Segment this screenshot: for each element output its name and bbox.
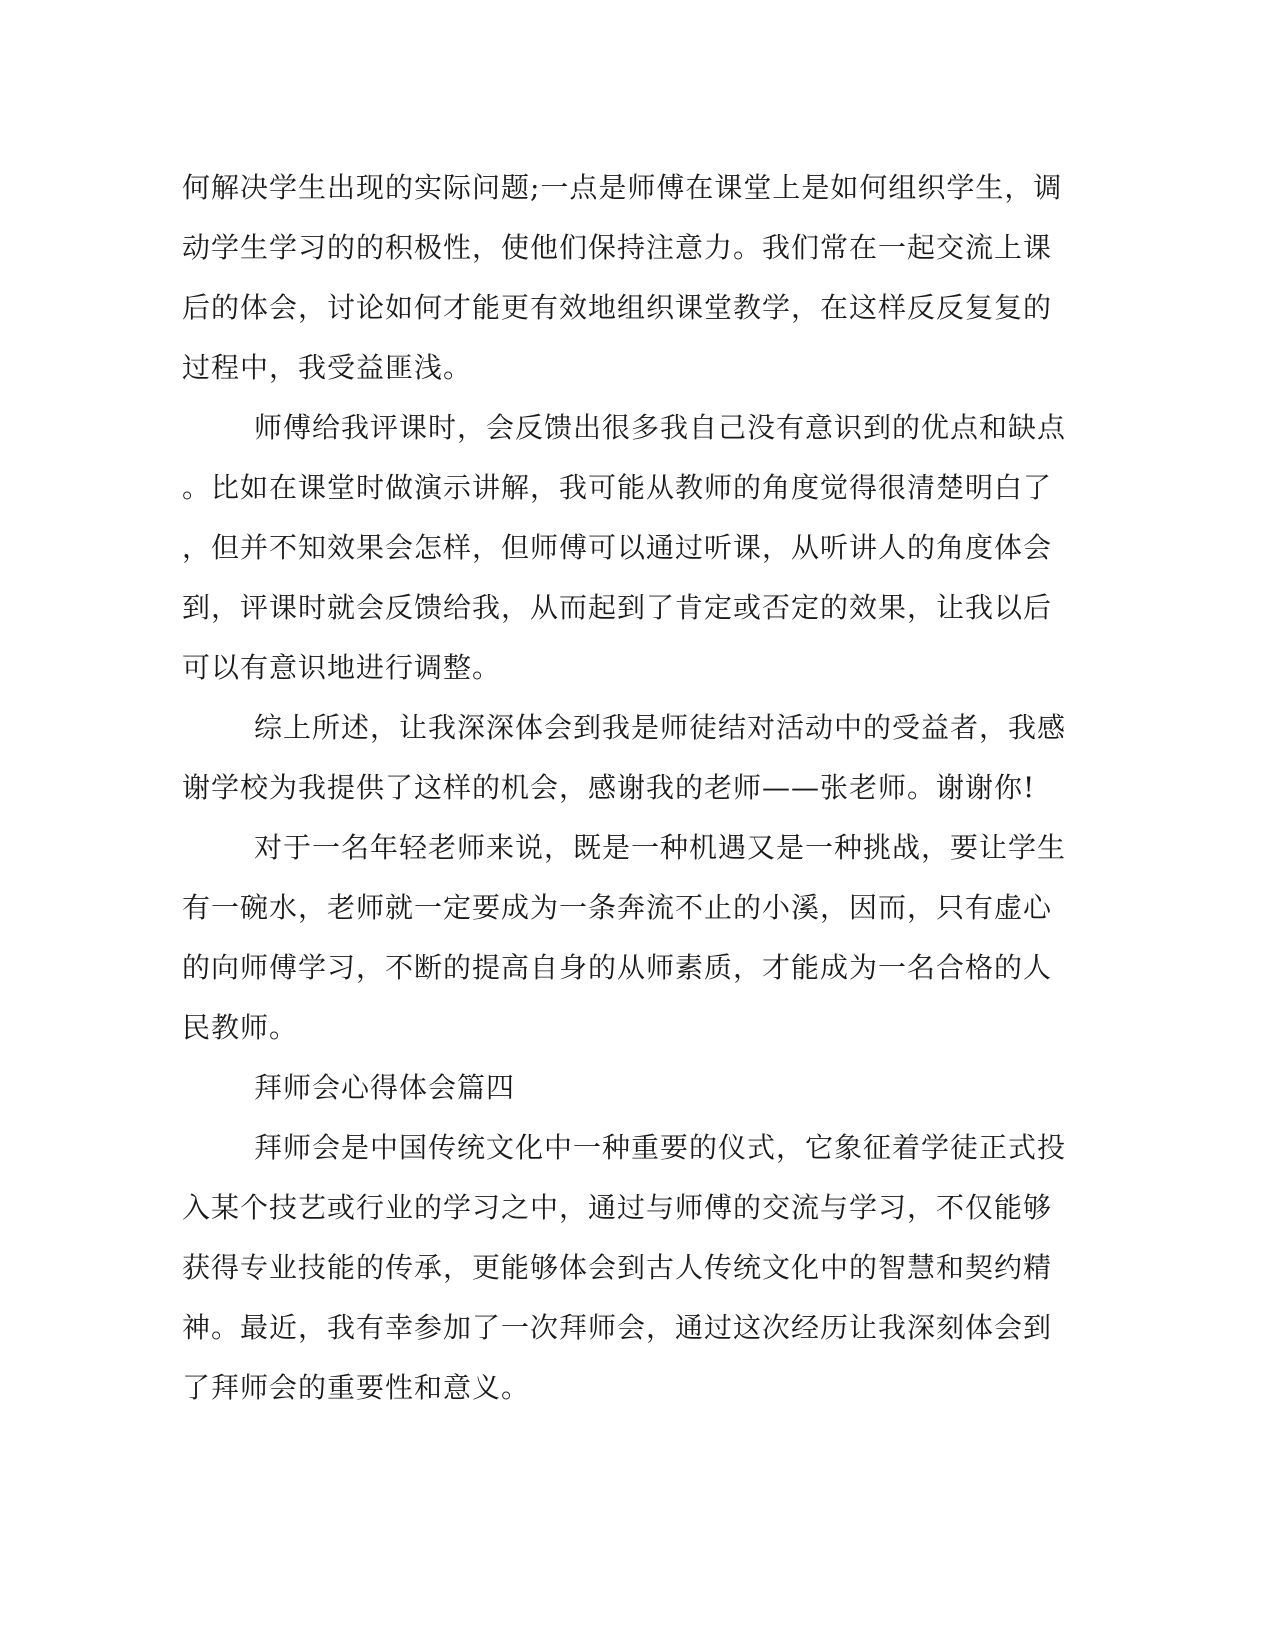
text-line: 何解决学生出现的实际问题;一点是师傅在课堂上是如何组织学生，调 [182, 171, 1063, 204]
text-line: 对于一名年轻老师来说，既是一种机遇又是一种挑战，要让学生 [254, 831, 1067, 864]
text-line: 动学生学习的的积极性，使他们保持注意力。我们常在一起交流上课 [182, 231, 1053, 264]
text-line: 过程中，我受益匪浅。 [182, 351, 473, 384]
text-line: 民教师。 [182, 1011, 299, 1044]
text-line: ，但并不知效果会怎样，但师傅可以通过听课，从听讲人的角度体会 [182, 531, 1053, 564]
text-line: 获得专业技能的传承，更能够体会到古人传统文化中的智慧和契约精 [182, 1251, 1053, 1284]
section-heading: 拜师会心得体会篇四 [254, 1071, 516, 1104]
text-line: 后的体会，讨论如何才能更有效地组织课堂教学，在这样反反复复的 [182, 291, 1053, 324]
text-line: 。比如在课堂时做演示讲解，我可能从教师的角度觉得很清楚明白了 [182, 471, 1053, 504]
text-line: 可以有意识地进行调整。 [182, 651, 502, 684]
text-line: 师傅给我评课时，会反馈出很多我自己没有意识到的优点和缺点 [254, 411, 1067, 444]
body-text [182, 158, 1067, 1418]
text-line: 有一碗水，老师就一定要成为一条奔流不止的小溪，因而，只有虚心 [182, 891, 1053, 924]
text-line: 谢学校为我提供了这样的机会，感谢我的老师——张老师。谢谢你! [182, 771, 1036, 804]
text-line: 的向师傅学习，不断的提高自身的从师素质，才能成为一名合格的人 [182, 951, 1053, 984]
text-line: 入某个技艺或行业的学习之中，通过与师傅的交流与学习，不仅能够 [182, 1191, 1053, 1224]
text-line: 了拜师会的重要性和意义。 [182, 1371, 531, 1404]
text-line: 到，评课时就会反馈给我，从而起到了肯定或否定的效果，让我以后 [182, 591, 1053, 624]
text-line: 综上所述，让我深深体会到我是师徒结对活动中的受益者，我感 [254, 711, 1067, 744]
text-line: 拜师会是中国传统文化中一种重要的仪式，它象征着学徒正式投 [254, 1131, 1067, 1164]
text-line: 神。最近，我有幸参加了一次拜师会，通过这次经历让我深刻体会到 [182, 1311, 1053, 1344]
